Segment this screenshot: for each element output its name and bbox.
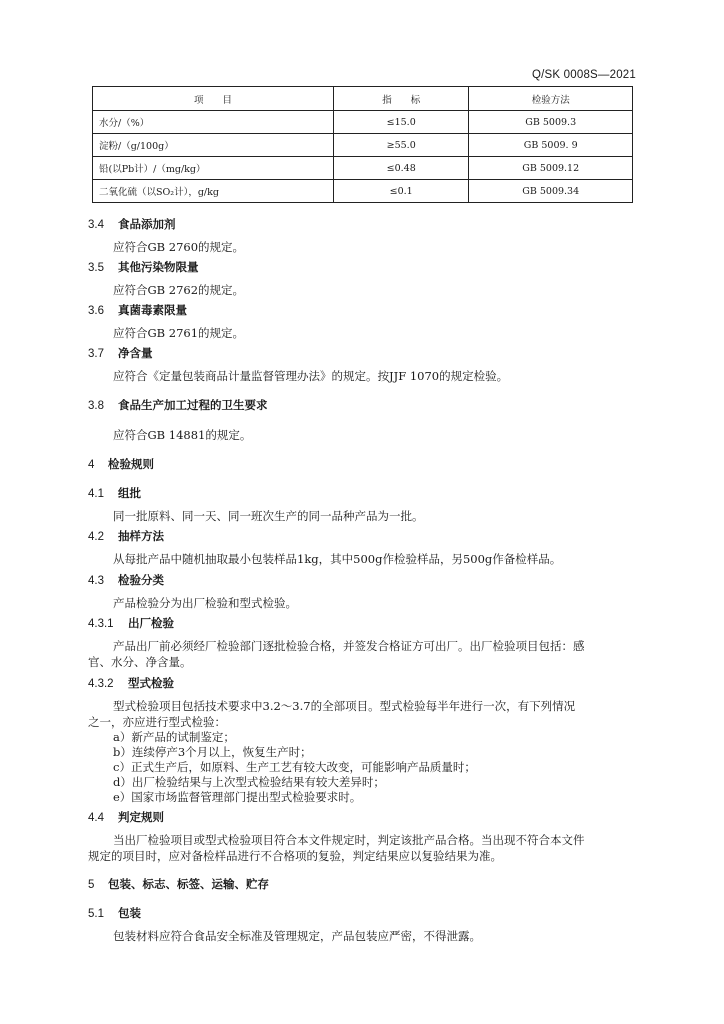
table-cell: ≥55.0 [333, 134, 468, 157]
subsection-heading: 4.3.1 出厂检验 [88, 618, 174, 630]
table-cell: GB 5009. 9 [469, 134, 633, 157]
section-body: 产品检验分为出厂检验和型式检验。 [113, 596, 297, 610]
table-cell: 淀粉/（g/100g） [93, 134, 334, 157]
section-body: 同一批原料、同一天、同一班次生产的同一品种产品为一批。 [113, 509, 424, 523]
chapter-heading: 4 检验规则 [88, 459, 154, 471]
table-row [93, 111, 633, 134]
document-number: Q/SK 0008S—2021 [531, 69, 636, 81]
section-body: 官、水分、净含量。 [88, 655, 192, 669]
list-item: e）国家市场监督管理部门提出型式检验要求时。 [113, 790, 362, 804]
section-heading: 4.3 检验分类 [88, 575, 164, 587]
table-cell: ≤15.0 [333, 111, 468, 134]
table-cell: ≤0.48 [333, 157, 468, 180]
section-body: 型式检验项目包括技术要求中3.2～3.7的全部项目。型式检验每半年进行一次，有下列情况 [113, 699, 576, 713]
section-body: 当出厂检验项目或型式检验项目符合本文件规定时，判定该批产品合格。当出现不符合本文件 [113, 833, 585, 847]
section-body: 应符合GB 2760的规定。 [113, 240, 245, 254]
section-heading: 3.5 其他污染物限量 [88, 262, 199, 274]
section-heading: 4.2 抽样方法 [88, 531, 164, 543]
table-cell: GB 5009.3 [469, 111, 633, 134]
section-body: 产品出厂前必须经厂检验部门逐批检验合格，并签发合格证方可出厂。出厂检验项目包括：感 [113, 639, 585, 653]
section-body: 规定的项目时，应对备检样品进行不合格项的复验，判定结果应以复验结果为准。 [88, 849, 502, 863]
section-body: 应符合GB 2761的规定。 [113, 326, 245, 340]
section-heading: 4.1 组批 [88, 488, 141, 500]
table-header-method: 检验方法 [469, 87, 633, 111]
section-heading: 3.4 食品添加剂 [88, 219, 176, 231]
section-heading: 4.4 判定规则 [88, 812, 164, 824]
table-header-item: 项 目 [93, 87, 334, 111]
section-heading: 5.1 包装 [88, 908, 141, 920]
section-body: 之一，亦应进行型式检验： [88, 715, 226, 729]
chapter-heading: 5 包装、标志、标签、运输、贮存 [88, 879, 269, 891]
section-body: 从每批产品中随机抽取最小包装样品1kg，其中500g作检验样品，另500g作备检样品。 [113, 552, 562, 566]
subsection-heading: 4.3.2 型式检验 [88, 678, 174, 690]
list-item: b）连续停产3个月以上，恢复生产时； [113, 745, 312, 759]
table-cell: 铅(以Pb计）/（mg/kg） [93, 157, 334, 180]
section-heading: 3.8 食品生产加工过程的卫生要求 [88, 400, 268, 412]
list-item: d）出厂检验结果与上次型式检验结果有较大差异时； [113, 775, 385, 789]
table-cell: ≤0.1 [333, 180, 468, 203]
section-body: 应符合GB 14881的规定。 [113, 428, 252, 442]
spec-table [92, 86, 633, 203]
table-row [93, 134, 633, 157]
table-row [93, 157, 633, 180]
table-row [93, 180, 633, 203]
section-heading: 3.6 真菌毒素限量 [88, 305, 187, 317]
table-cell: 水分/（%） [93, 111, 334, 134]
list-item: a）新产品的试制鉴定； [113, 730, 235, 744]
table-cell: GB 5009.12 [469, 157, 633, 180]
table-cell: GB 5009.34 [469, 180, 633, 203]
table-cell: 二氧化硫（以SO₂计），g/kg [93, 180, 334, 203]
list-item: c）正式生产后，如原料、生产工艺有较大改变，可能影响产品质量时； [113, 760, 476, 774]
section-body: 应符合《定量包装商品计量监督管理办法》的规定。按JJF 1070的规定检验。 [113, 369, 509, 383]
section-heading: 3.7 净含量 [88, 348, 153, 360]
section-body: 应符合GB 2762的规定。 [113, 283, 245, 297]
table-header-index: 指 标 [333, 87, 468, 111]
table-header-row [93, 87, 633, 111]
section-body: 包装材料应符合食品安全标准及管理规定，产品包装应严密，不得泄露。 [113, 929, 481, 943]
